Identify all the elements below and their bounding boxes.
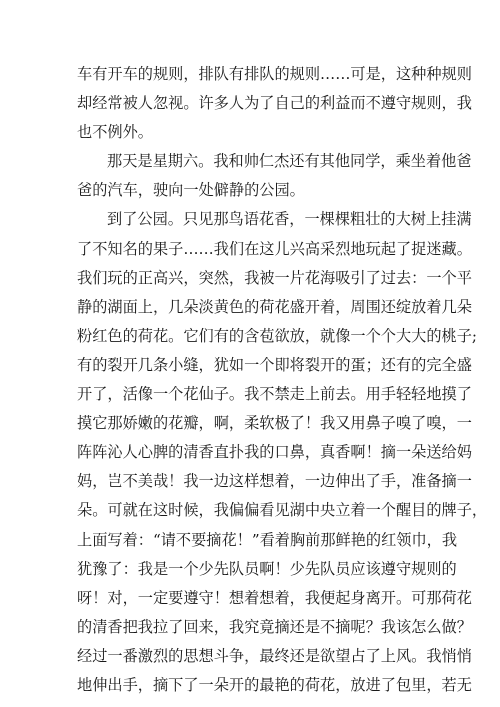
text-line: 爸的汽车，驶向一处僻静的公园。 bbox=[77, 181, 305, 200]
essay-text bbox=[77, 60, 488, 700]
text-line: 朵。可就在这时候，我偏偏看见湖中央立着一个醒目的牌子， bbox=[77, 501, 488, 520]
text-line: 经过一番激烈的思想斗争，最终还是欲望占了上风。我悄悄 bbox=[77, 646, 472, 665]
text-line: 车有开车的规则，排队有排队的规则……可是，这种种规则 bbox=[77, 65, 472, 83]
text-line: 到了公园。只见那鸟语花香，一棵棵粗壮的大树上挂满 bbox=[107, 210, 472, 229]
text-line: 粉红色的荷花。它们有的含苞欲放，就像一个个大大的桃子; bbox=[77, 326, 477, 345]
text-line: 却经常被人忽视。许多人为了自己的利益而不遵守规则，我 bbox=[77, 94, 472, 113]
text-line: 那天是星期六。我和帅仁杰还有其他同学，乘坐着他爸 bbox=[107, 152, 472, 171]
text-line: 呀！对，一定要遵守！想着想着，我便起身离开。可那荷花 bbox=[77, 588, 472, 607]
text-line: 妈，岂不美哉！我一边这样想着，一边伸出了手，准备摘一 bbox=[77, 472, 472, 491]
text-line: 阵阵沁人心脾的清香直扑我的口鼻，真香啊！摘一朵送给妈 bbox=[77, 443, 472, 462]
text-line: 犹豫了：我是一个少先队员啊！少先队员应该遵守规则的 bbox=[77, 559, 457, 578]
text-line: 也不例外。 bbox=[77, 123, 153, 142]
text-line: 上面写着：“请不要摘花！”看着胸前那鲜艳的红领巾，我 bbox=[77, 530, 458, 549]
text-line: 了不知名的果子……我们在这儿兴高采烈地玩起了捉迷藏。 bbox=[77, 239, 472, 258]
text-line: 地伸出手，摘下了一朵开的最艳的荷花，放进了包里，若无 bbox=[77, 675, 472, 694]
text-line: 我们玩的正高兴，突然，我被一片花海吸引了过去：一个平 bbox=[77, 268, 472, 287]
text-line: 开了，活像一个花仙子。我不禁走上前去。用手轻轻地摸了 bbox=[77, 385, 472, 404]
text-line: 静的湖面上，几朵淡黄色的荷花盛开着，周围还绽放着几朵 bbox=[77, 297, 472, 316]
text-line: 有的裂开几条小缝，犹如一个即将裂开的蛋；还有的完全盛 bbox=[77, 355, 472, 374]
text-line: 摸它那娇嫩的花瓣，啊，柔软极了！我又用鼻子嗅了嗅，一 bbox=[77, 414, 472, 433]
text-line: 的清香把我拉了回来，我究竟摘还是不摘呢？我该怎么做？ bbox=[77, 617, 472, 636]
